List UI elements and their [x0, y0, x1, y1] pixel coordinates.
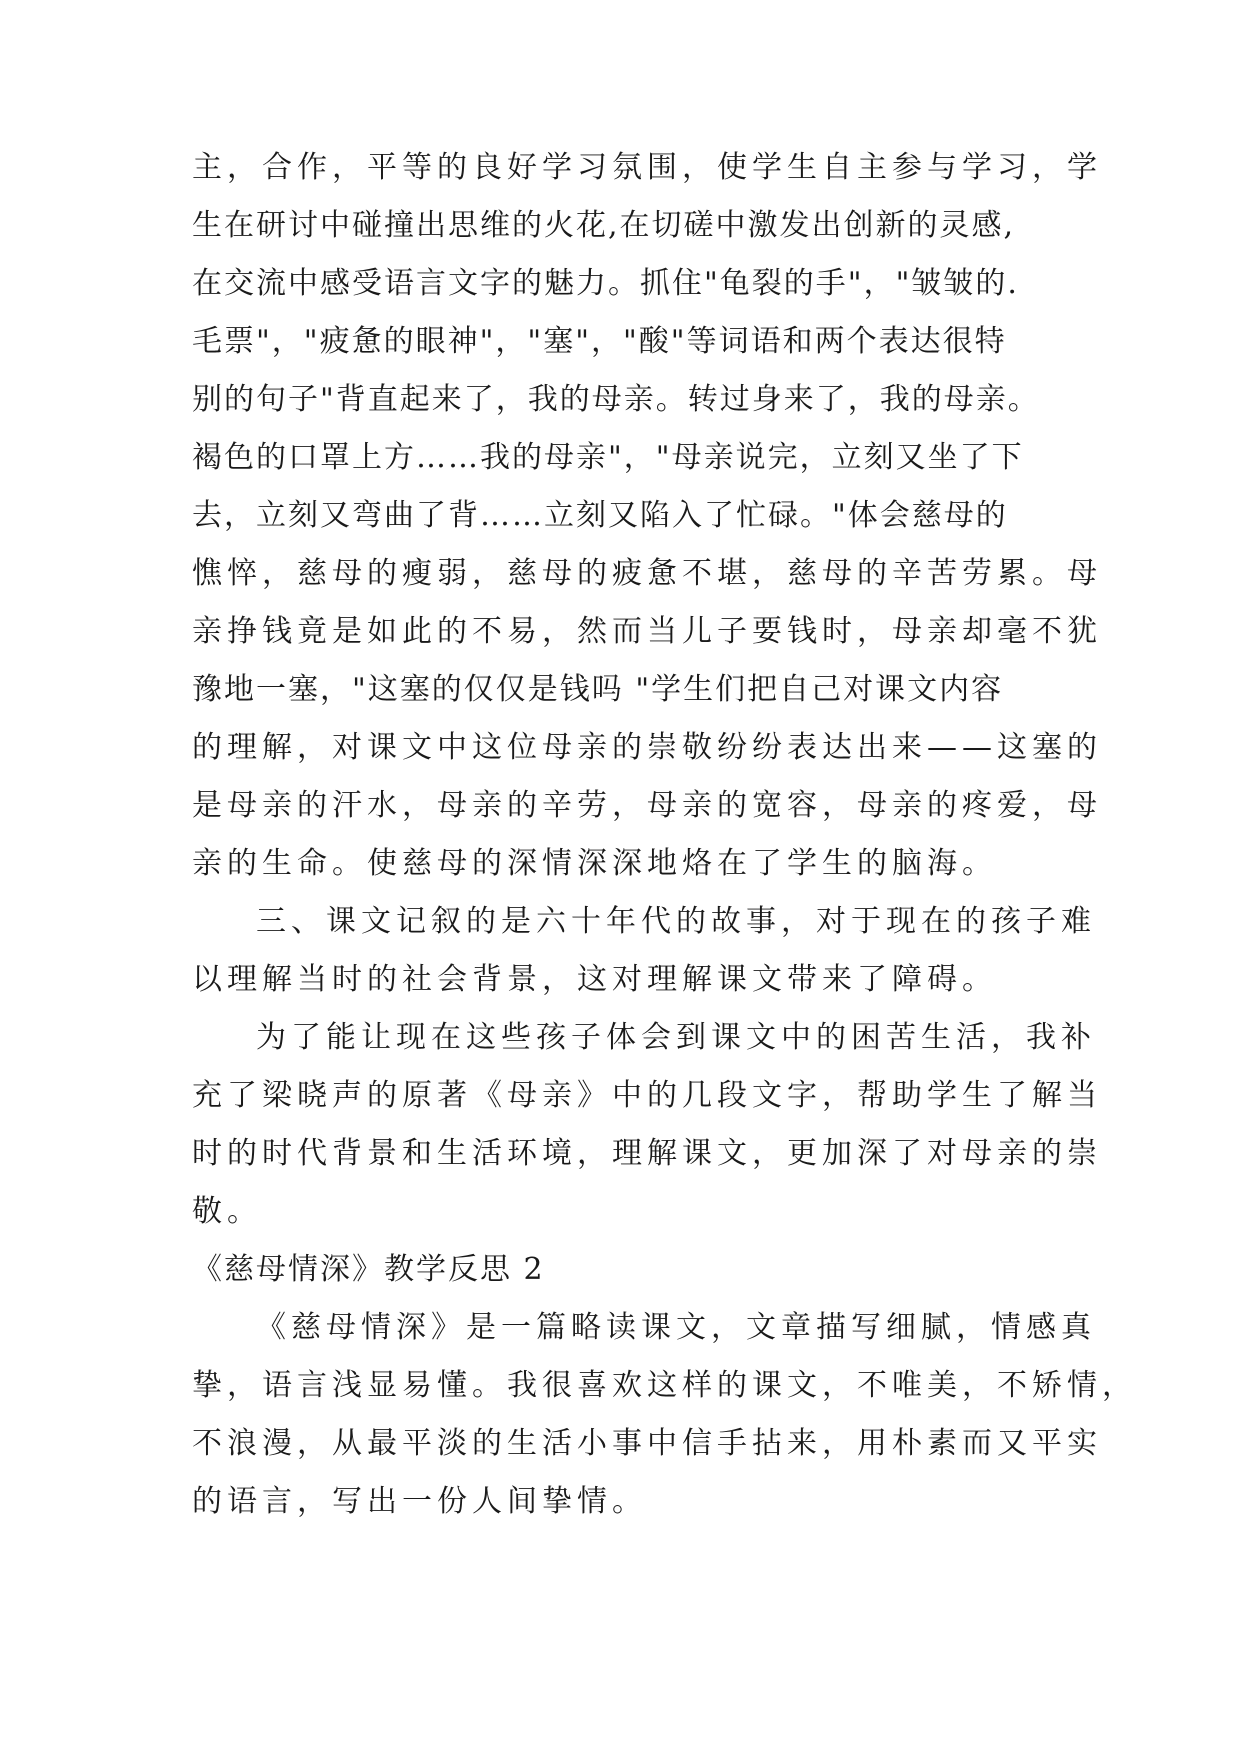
text-line: 主，合作，平等的良好学习氛围，使学生自主参与学习，学	[192, 150, 1102, 185]
text-line: 以理解当时的社会背景，这对理解课文带来了障碍。	[192, 962, 997, 997]
text-line: 亲的生命。使慈母的深情深深地烙在了学生的脑海。	[192, 846, 997, 881]
text-line: 去，立刻又弯曲了背……立刻又陷入了忙碌。"体会慈母的	[192, 498, 1008, 533]
text-line: 的语言，写出一份人间挚情。	[192, 1484, 647, 1519]
text-line: 生在研讨中碰撞出思维的火花,在切磋中激发出创新的灵感,	[192, 208, 1016, 243]
text-line: 憔悴，慈母的瘦弱，慈母的疲惫不堪，慈母的辛苦劳累。母	[192, 556, 1102, 591]
text-line: 毛票"，"疲惫的眼神"，"塞"，"酸"等词语和两个表达很特	[192, 324, 1007, 359]
paragraph-start-line: 三、课文记叙的是六十年代的故事，对于现在的孩子难	[256, 904, 1096, 939]
text-line: 豫地一塞，"这塞的仅仅是钱吗 "学生们把自己对课文内容	[192, 672, 1004, 707]
text-line: 亲挣钱竟是如此的不易，然而当儿子要钱时，母亲却毫不犹	[192, 614, 1102, 649]
text-line: 别的句子"背直起来了，我的母亲。转过身来了，我的母亲。	[192, 382, 1040, 417]
text-line: 不浪漫，从最平淡的生活小事中信手拈来，用朴素而又平实	[192, 1426, 1102, 1461]
section-heading: 《慈母情深》教学反思 2	[192, 1252, 545, 1287]
text-line: 在交流中感受语言文字的魅力。抓住"龟裂的手"，"皱皱的.	[192, 266, 1019, 301]
text-line: 的理解，对课文中这位母亲的崇敬纷纷表达出来——这塞的	[192, 730, 1102, 765]
paragraph-start-line: 《慈母情深》是一篇略读课文，文章描写细腻，情感真	[256, 1310, 1096, 1345]
paragraph-start-line: 为了能让现在这些孩子体会到课文中的困苦生活，我补	[256, 1020, 1096, 1055]
text-line: 时的时代背景和生活环境，理解课文，更加深了对母亲的崇	[192, 1136, 1102, 1171]
text-line: 充了梁晓声的原著《母亲》中的几段文字，帮助学生了解当	[192, 1078, 1102, 1113]
text-line: 挚，语言浅显易懂。我很喜欢这样的课文，不唯美，不矫情，	[192, 1368, 1137, 1403]
text-line: 是母亲的汗水，母亲的辛劳，母亲的宽容，母亲的疼爱，母	[192, 788, 1102, 823]
text-line: 褐色的口罩上方……我的母亲"，"母亲说完，立刻又坐了下	[192, 440, 1024, 475]
text-line: 敬。	[192, 1194, 262, 1229]
